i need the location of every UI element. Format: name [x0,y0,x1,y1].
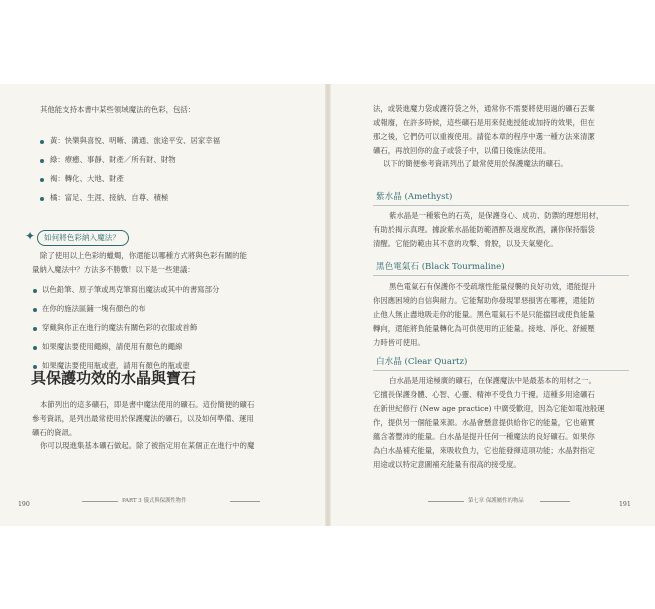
tip-section-title: 如何將色彩納入魔法？ [37,230,129,246]
page-number: 190 [18,501,30,508]
list-bullet-icon [40,159,44,163]
crystal-line: 你因應困境的自信與耐力。它能幫助你發現罪惡損害在哪裡，還能防 [373,296,595,305]
footer-rule [428,501,464,502]
book-gutter [325,84,331,526]
body-line: 礦石的資訊。 [32,428,77,437]
tip-paragraph-line: 量納入魔法中？方法多不勝數！以下是一些建議： [32,265,195,274]
body-line: 礦石，再放回你的盒子或袋子中，以備日後施法使用。 [373,146,551,155]
running-footer: 第七章 保護屬性的物品 [468,498,524,504]
crystal-line: 白水晶是用途極廣的礦石，在保護魔法中是最基本的用材之一。 [389,376,596,385]
body-line: 本節列出的這多礦石，即是書中魔法使用的礦石。這份簡便的礦石 [40,400,255,409]
footer-rule [82,501,118,502]
suggestion-item: 以色鉛筆、原子筆或馬克筆寫出魔法或其中的書寫部分 [42,285,220,294]
list-bullet-icon [40,178,44,182]
footer-rule [230,501,260,502]
crystal-name: 黑色電氣石 (Black Tourmaline) [376,262,505,272]
crystal-line: 黑色電氣石有保護你不受疏壞性能量侵襲的良好功效，還能提升 [389,282,596,291]
list-bullet-icon [33,346,37,350]
list-bullet-icon [40,197,44,201]
suggestion-item: 在你的施法區鋪一塊有顏色的布 [42,304,146,313]
lead-in-line: 以下的簡便參考資訊列出了最常使用於保護魔法的礦石。 [383,159,568,168]
crystal-line: 清醒。它能防範由其不意的攻擊、脅脫，以及天氣變化。 [373,239,558,248]
suggestion-item: 如果魔法要使用瓶或壺，請用有顏色的瓶或壺 [42,361,190,370]
suggestion-item: 穿戴與你正在進行的魔法有關色彩的衣服或首飾 [42,323,198,332]
list-bullet-icon [33,308,37,312]
color-list-item: 橘：富足、生涯、接納、自尊、積極 [50,193,169,202]
crystal-line: 作，提供另一個能量來源。水晶會懸意提供給你它的能量，它也確實 [373,418,595,427]
body-line: 或報廢，在許多時候，這些礦石是用來促進授能或加持的效果，但在 [373,118,595,127]
crystal-line: 有助於揭示真理。據說紫水晶能防範酒醉及過度飲酒，讓你保持腦袋 [373,225,595,234]
list-bullet-icon [33,327,37,331]
body-line: 你可以現進集基本礦石做起。除了被指定用在某個正在進行中的魔 [40,441,255,450]
footer-rule [540,501,570,502]
crystal-line: 為白水晶補充能量，來吸收負力，它也能發揮這項功能；水晶對指定 [373,446,595,455]
crystal-line: 止他人無止盡地吸走你的能量。黑色電氣石不是只能擋回或使負能量 [373,310,595,319]
crystal-line: 在新世紀修行 (New age practice) 中廣受歡迎，因為它能如電池般運 [373,404,605,413]
crystal-rule [373,205,629,206]
color-list-item: 黃：快樂與喜悅、明晰、溝通、旅途平安、居家幸福 [50,136,220,145]
section-heading: 具保護功效的水晶與寶石 [31,369,197,387]
crystal-rule [373,370,629,371]
crystal-name: 紫水晶 (Amethyst) [376,192,453,202]
list-bullet-icon [33,289,37,293]
crystal-line: 它擅長保護身體、心智、心靈、精神不受負力干擾。這種多用途礦石 [373,390,595,399]
list-bullet-icon [40,140,44,144]
crystal-line: 轉向，還能將負能量轉化為可供使用的正能量。接地、淨化、舒緩壓 [373,324,595,333]
crystal-line: 用途或以特定意圖補充能量有很高的接受度。 [373,460,521,469]
body-line: 那之後，它們仍可以重複使用。請從本章的程序中選一種方法來清潔 [373,132,595,141]
page-number: 191 [619,501,631,508]
suggestion-item: 如果魔法要使用繩線，請使用有顏色的繩線 [42,342,183,351]
crystal-line: 紫水晶是一種紫色的石英，是保護身心、成功、防禦的理想用材， [389,211,604,220]
body-line: 法，或裝進魔力袋或護符袋之外，通常你不需要將使用過的礦石丟棄 [373,104,595,113]
crystal-rule [373,275,629,276]
color-list-item: 綠：療癒、事靜、財產／所有財、財物 [50,155,176,164]
crystal-line: 蘊含著豐沛的能量。白水晶是提升任何一種魔法的良好礦石。如果你 [373,432,595,441]
color-list-item: 褐：轉化、大地、財產 [50,174,124,183]
color-list-intro: 其他能支持本書中某些領域魔法的色彩，包括： [40,105,196,114]
crystal-line: 力時皆可使用。 [373,338,425,347]
crystal-name: 白水晶 (Clear Quartz) [376,357,468,367]
running-footer: PART 3 儀式與保護性物件 [122,498,187,504]
sparkle-icon: ✦ [24,229,36,243]
body-line: 參考資訊，是列出最常使用於保護魔法的礦石，以及如何準備、運用 [32,414,254,423]
tip-paragraph-line: 除了使用以上色彩的蠟燭，你還能以哪種方式將與色彩有關的能 [40,251,247,260]
